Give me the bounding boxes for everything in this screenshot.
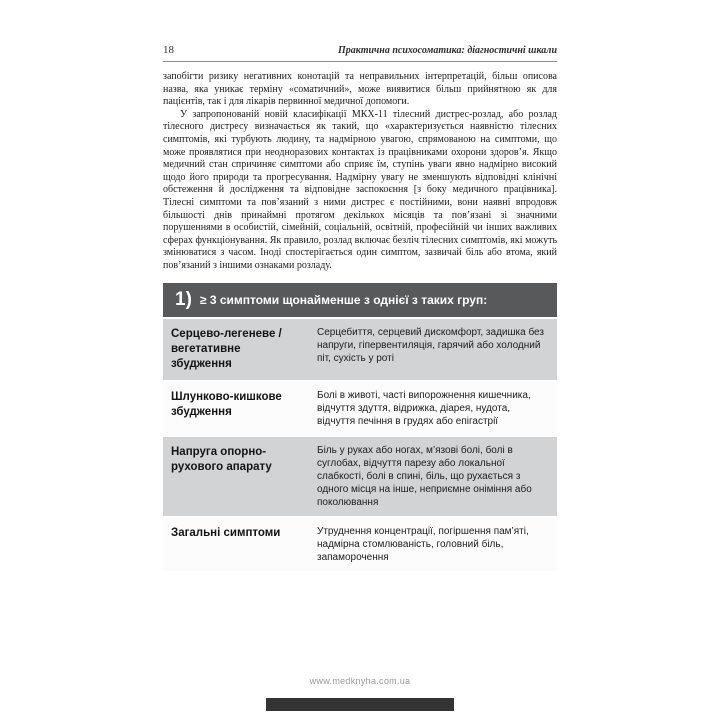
page-header	[163, 44, 557, 62]
table-row	[163, 518, 557, 571]
page-number: 18	[163, 44, 174, 56]
symptoms-cell: Серцебиття, серцевий дискомфорт, задишка без напруги, гіпервентиляція, гарячий або холодний піт, сухість у роті	[317, 326, 544, 364]
group-cell: Серцево-легеневе / вегетативне збудження	[171, 327, 282, 370]
group-cell: Напруга опорно-рухового апарату	[171, 445, 272, 473]
running-title: Практична психосоматика: діагностичні шкали	[338, 45, 557, 56]
paragraph-continuation: запобігти ризику негативних конотацій та неправильних інтерпретацій, більш описова назва, яка уникає терміну «соматичний», може виявитися більш прийнятною як для пацієнтів, так і для лікарів первинної медичної допомоги.	[163, 71, 557, 108]
body-text	[163, 71, 557, 273]
symptoms-cell: Біль у руках або ногах, м’язові болі, болі в суглобах, відчуття парезу або локальної слабкості, болі в спині, біль, що рухається з одного місця на інше, неприємне оніміння або поколювання	[317, 444, 532, 508]
table-row	[163, 382, 557, 435]
table-row	[163, 437, 557, 516]
table-header	[163, 283, 557, 317]
symptom-table	[163, 283, 557, 571]
page-footer	[0, 664, 720, 720]
group-cell: Шлунково-кишкове збудження	[171, 390, 282, 418]
page-content	[163, 44, 557, 571]
table-row	[163, 319, 557, 380]
footer-url[interactable]: www.medknyha.com.ua	[309, 676, 411, 686]
footer-bar	[266, 698, 454, 711]
group-cell: Загальні симптоми	[171, 526, 281, 539]
table-header-text: ≥ 3 симптоми щонайменше з однієї з таких груп:	[199, 292, 488, 307]
symptoms-cell: Утруднення концентрації, погіршення пам’яті, надмірна стомлюваність, головний біль, запаморочення	[317, 525, 529, 563]
table-header-number: 1)	[175, 288, 192, 310]
paragraph-icd11: У запропонованій новій класифікації МКХ-11 тілесний дистрес-розлад, або розлад тілесного дистресу визначається як такий, що «характеризується наявністю тілесних симптомів, які турбують людину, та надмірною увагою, спрямованою на симптоми, що може проявлятися при неодноразових контактах із працівниками охорони здоров’я. Якщо медичний стан спричиняє симптоми або сприяє їм, ступінь уваги явно надмірно високий щодо його природи та прогресування. Надмірну увагу не зменшують відповідні клінічні обстеження й дослідження та відповідне заспокоєння [з боку медичного працівника]. Тілесні симптоми та пов’язаний з ними дистрес є постійними, вони наявні впродовж більшості днів принаймні протягом декількох місяців та пов’язані зі значними порушеннями в особистій, сімейній, соціальній, освітній, професійній чи інших важливих сферах функціонування. Як правило, розлад включає безліч тілесних симптомів, які можуть змінюватися з часом. Іноді спостерігається один симптом, зазвичай біль або втома, який пов’язаний з іншими ознаками розладу.	[163, 108, 557, 271]
symptoms-cell: Болі в животі, часті випорожнення кишечника, відчуття здуття, відрижка, діарея, нудота, відчуття печіння в грудях або епігастрії	[317, 389, 531, 427]
